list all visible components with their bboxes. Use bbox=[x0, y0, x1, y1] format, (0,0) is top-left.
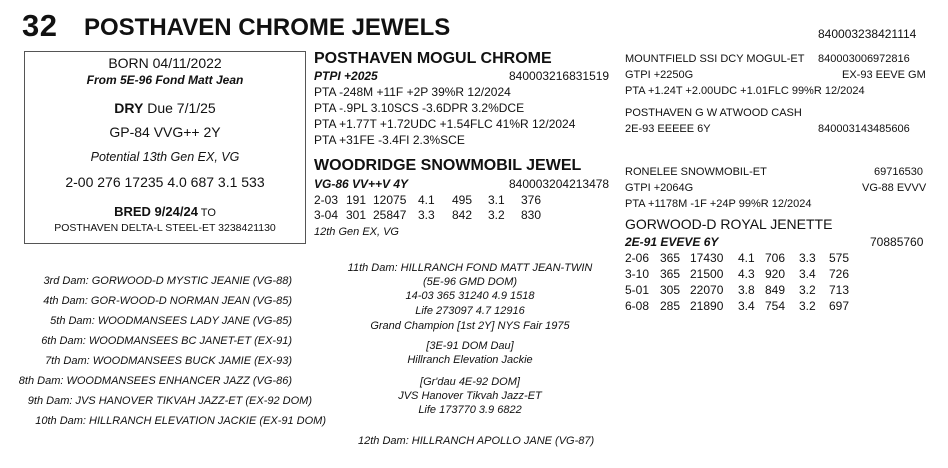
sire-reg: 840003216831519 bbox=[509, 69, 610, 83]
female-line-entry: 3rd Dam: GORWOOD-D MYSTIC JEANIE (VG-88) bbox=[43, 275, 292, 287]
record-cell: 4.3 bbox=[738, 267, 755, 281]
record-cell: 3.4 bbox=[738, 299, 755, 313]
sire-sire-name: MOUNTFIELD SSI DCY MOGUL-ET bbox=[625, 53, 805, 65]
dry-status bbox=[25, 100, 305, 116]
record-cell: 713 bbox=[829, 283, 850, 297]
dam-sire-reg: 69716530 bbox=[874, 166, 923, 178]
female-line-entry: 4th Dam: GOR-WOOD-D NORMAN JEAN (VG-85) bbox=[43, 295, 292, 307]
record-cell: 3.2 bbox=[799, 299, 816, 313]
record-cell: 706 bbox=[765, 251, 786, 265]
sire-sire-pta: PTA +1.24T +2.00UDC +1.01FLC 99%R 12/2024 bbox=[625, 85, 865, 97]
eleventh-dam-line: Life 173770 3.9 6822 bbox=[418, 404, 522, 416]
production-record: 2-00 276 17235 4.0 687 3.1 533 bbox=[65, 174, 265, 190]
bred-to: TO bbox=[197, 207, 216, 219]
dam-dam-records bbox=[625, 251, 849, 313]
bred-info bbox=[25, 204, 305, 219]
record-cell: 495 bbox=[452, 193, 473, 207]
record-cell: 12075 bbox=[373, 193, 407, 207]
female-line-entry: 9th Dam: JVS HANOVER TIKVAH JAZZ-ET (EX-92 DOM) bbox=[27, 395, 312, 407]
record-cell: 3.3 bbox=[418, 208, 435, 222]
dam-dam-reg: 70885760 bbox=[870, 235, 924, 249]
record-cell: 3.2 bbox=[488, 208, 505, 222]
record-cell: 920 bbox=[765, 267, 786, 281]
eleventh-dam-line: Hillranch Elevation Jackie bbox=[407, 354, 533, 366]
classification: GP-84 VVG++ 2Y bbox=[109, 124, 221, 140]
registration-number: 840003238421114 bbox=[818, 27, 917, 41]
eleventh-dam-line: (5E-96 GMD DOM) bbox=[422, 276, 518, 288]
record-row bbox=[625, 299, 849, 313]
dam-reg: 840003204213478 bbox=[509, 177, 610, 191]
record-cell: 726 bbox=[829, 267, 850, 281]
due-date: Due 7/1/25 bbox=[143, 100, 216, 116]
potential: Potential 13th Gen EX, VG bbox=[90, 150, 240, 164]
eleventh-dam-line: 14-03 365 31240 4.9 1518 bbox=[405, 290, 535, 302]
sire-dam-class: 2E-93 EEEEE 6Y bbox=[625, 123, 711, 135]
record-cell: 849 bbox=[765, 283, 786, 297]
bred-label: BRED 9/24/24 bbox=[114, 204, 198, 219]
dam-sire-pta: PTA +1178M -1F +24P 99%R 12/2024 bbox=[625, 198, 812, 210]
female-line-entry: 7th Dam: WOODMANSEES BUCK JAMIE (EX-93) bbox=[45, 355, 292, 367]
record-cell: 5-01 bbox=[625, 283, 650, 297]
record-cell: 25847 bbox=[373, 208, 407, 222]
bred-sire: POSTHAVEN DELTA-L STEEL-ET 3238421130 bbox=[54, 222, 276, 234]
record-cell: 3.8 bbox=[738, 283, 755, 297]
twelfth-dam: 12th Dam: HILLRANCH APOLLO JANE (VG-87) bbox=[358, 435, 595, 447]
animal-info-box bbox=[24, 51, 306, 244]
eleventh-dam-line: Life 273097 4.7 12916 bbox=[415, 305, 525, 317]
record-row bbox=[625, 251, 849, 265]
sire-pta-line: PTA +1.77T +1.72UDC +1.54FLC 41%R 12/2024 bbox=[314, 117, 576, 131]
record-cell: 305 bbox=[660, 283, 681, 297]
record-cell: 191 bbox=[346, 193, 367, 207]
record-cell: 3.2 bbox=[799, 283, 816, 297]
female-line-entry: 5th Dam: WOODMANSEES LADY JANE (VG-85) bbox=[50, 315, 292, 327]
dam-dam-class: 2E-91 EVEVE 6Y bbox=[625, 235, 719, 249]
record-cell: 365 bbox=[660, 267, 681, 281]
female-line-entry: 6th Dam: WOODMANSEES BC JANET-ET (EX-91) bbox=[41, 335, 292, 347]
record-cell: 3.4 bbox=[799, 267, 816, 281]
record-row bbox=[314, 208, 541, 222]
record-cell: 365 bbox=[660, 251, 681, 265]
record-cell: 3-10 bbox=[625, 267, 650, 281]
record-cell: 2-06 bbox=[625, 251, 650, 265]
eleventh-dam-line: 11th Dam: HILLRANCH FOND MATT JEAN-TWIN bbox=[347, 262, 593, 274]
eleventh-dam-line: [Gr'dau 4E-92 DOM] bbox=[420, 376, 520, 388]
sire-sire-gtpi: GTPI +2250G bbox=[625, 69, 694, 81]
record-cell: 22070 bbox=[690, 283, 724, 297]
record-cell: 3.3 bbox=[799, 251, 816, 265]
dry-label: DRY bbox=[114, 100, 144, 116]
record-cell: 830 bbox=[521, 208, 542, 222]
sire-sire-class: EX-93 EEVE GM bbox=[842, 69, 926, 81]
record-row bbox=[314, 193, 541, 207]
dam-sire-name: RONELEE SNOWMOBIL-ET bbox=[625, 166, 767, 178]
record-cell: 3-04 bbox=[314, 208, 339, 222]
sire-pta-line: PTA -248M +11F +2P 39%R 12/2024 bbox=[314, 85, 511, 99]
sire-dam-name: POSTHAVEN G W ATWOOD CASH bbox=[625, 107, 802, 119]
record-cell: 575 bbox=[829, 251, 850, 265]
sire-pta-line: PTA +31FE -3.4FI 2.3%SCE bbox=[314, 133, 465, 147]
sire-dam-reg: 840003143485606 bbox=[818, 123, 910, 135]
sire-ptpi: PTPI +2025 bbox=[314, 69, 378, 83]
record-cell: 3.1 bbox=[488, 193, 505, 207]
animal-name: POSTHAVEN CHROME JEWELS bbox=[84, 14, 451, 41]
record-cell: 21890 bbox=[690, 299, 724, 313]
from-dam: From 5E-96 Fond Matt Jean bbox=[86, 73, 244, 87]
record-cell: 376 bbox=[521, 193, 542, 207]
dam-class: VG-86 VV++V 4Y bbox=[314, 177, 409, 191]
record-cell: 6-08 bbox=[625, 299, 650, 313]
female-line-entry: 8th Dam: WOODMANSEES ENHANCER JAZZ (VG-86) bbox=[18, 375, 292, 387]
sire-name: POSTHAVEN MOGUL CHROME bbox=[314, 50, 552, 67]
record-cell: 4.1 bbox=[738, 251, 755, 265]
eleventh-dam-line: Grand Champion [1st 2Y] NYS Fair 1975 bbox=[370, 320, 570, 332]
record-cell: 842 bbox=[452, 208, 473, 222]
dam-sire-gtpi: GTPI +2064G bbox=[625, 182, 694, 194]
record-cell: 754 bbox=[765, 299, 786, 313]
lot-number: 32 bbox=[22, 8, 58, 43]
dam-generations: 12th Gen EX, VG bbox=[314, 226, 399, 238]
record-cell: 301 bbox=[346, 208, 367, 222]
record-cell: 697 bbox=[829, 299, 850, 313]
dam-sire-class: VG-88 EVVV bbox=[862, 182, 927, 194]
record-row bbox=[625, 267, 849, 281]
dam-name: WOODRIDGE SNOWMOBIL JEWEL bbox=[314, 157, 582, 174]
sire-pta-line: PTA -.9PL 3.10SCS -3.6DPR 3.2%DCE bbox=[314, 101, 525, 115]
eleventh-dam-line: [3E-91 DOM Dau] bbox=[426, 340, 514, 352]
eleventh-dam-line: JVS Hanover Tikvah Jazz-ET bbox=[398, 390, 542, 402]
record-cell: 2-03 bbox=[314, 193, 339, 207]
record-cell: 17430 bbox=[690, 251, 724, 265]
record-row bbox=[625, 283, 849, 297]
dam-records bbox=[314, 193, 541, 222]
dam-dam-name: GORWOOD-D ROYAL JENETTE bbox=[625, 216, 833, 232]
record-cell: 285 bbox=[660, 299, 681, 313]
born-date: BORN 04/11/2022 bbox=[108, 55, 222, 71]
record-cell: 21500 bbox=[690, 267, 724, 281]
record-cell: 4.1 bbox=[418, 193, 435, 207]
female-line-entry: 10th Dam: HILLRANCH ELEVATION JACKIE (EX-91 DOM) bbox=[35, 415, 326, 427]
sire-sire-reg: 840003006972816 bbox=[818, 53, 910, 65]
